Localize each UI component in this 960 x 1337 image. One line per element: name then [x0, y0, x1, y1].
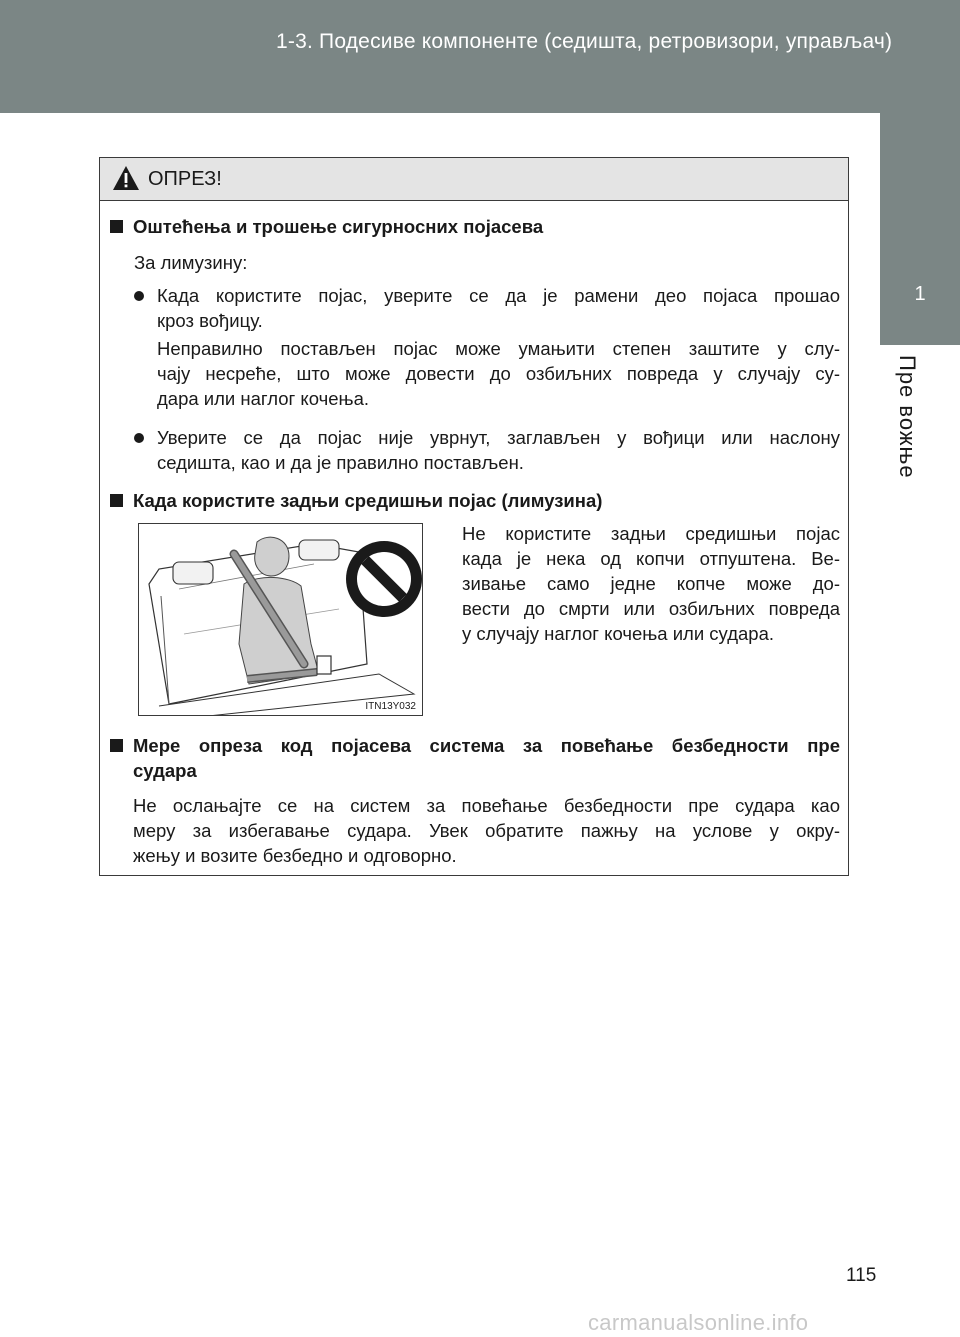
section-heading-rear-center-belt: Када користите задњи средишњи појас (лимузина) — [110, 488, 602, 514]
sedan-intro: За лимузину: — [134, 252, 248, 273]
page-number: 115 — [846, 1265, 877, 1286]
seatbelt-illustration — [138, 523, 423, 716]
rear-belt-line-5: у случају наглог кочења или судара. — [462, 623, 774, 644]
warning-box — [99, 157, 849, 876]
image-code: ITN13Y032 — [365, 701, 416, 712]
rear-belt-line-1: Не користите задњи средишњи појас — [462, 523, 840, 544]
bullet-1-line-1: Када користите појас, уверите се да је рамени део појаса прошао — [157, 285, 840, 306]
warning-header — [100, 158, 848, 201]
section-heading-damage: Оштећења и трошење сигурносних појасева — [110, 214, 543, 240]
rear-belt-line-3: зивање само једне копче може до- — [462, 573, 840, 594]
section-heading-pcs-line-2: судара — [133, 760, 197, 781]
bullet-1-line-4: чају несреће, што може довести до озбиљних повреда у случају су- — [157, 363, 840, 384]
bullet-1-line-5: дара или наглог кочења. — [157, 388, 370, 409]
bullet-1-line-3: Неправилно постављен појас може умањити степен заштите у слу- — [157, 338, 840, 359]
square-bullet-icon — [110, 739, 123, 752]
pcs-line-1: Не ослањајте се на систем за повећање безбедности пре судара као — [133, 795, 840, 816]
rear-belt-line-4: вести до смрти или озбиљних повреда — [462, 598, 840, 619]
side-tab-lower — [880, 345, 960, 605]
square-bullet-icon — [110, 494, 123, 507]
side-tab-upper — [880, 113, 960, 345]
warning-triangle-icon — [112, 165, 140, 191]
header-title: 1-3. Подесиве компоненте (седишта, ретровизори, управљач) — [276, 30, 893, 53]
pcs-line-2: меру за избегавање судара. Увек обратите пажњу на услове у окру- — [133, 820, 840, 841]
watermark: carmanualsonline.info — [588, 1310, 809, 1335]
pcs-line-3: жењу и возите безбедно и одговорно. — [133, 845, 457, 866]
side-tab — [880, 113, 960, 1337]
bullet-2-line-1: Уверите се да појас није уврнут, заглављен у вођици или наслону — [157, 427, 840, 448]
side-tab-label: Пре вожње — [895, 355, 920, 479]
bullet-dot-icon — [134, 291, 144, 301]
side-tab-number: 1 — [914, 283, 926, 305]
warning-title: ОПРЕЗ! — [148, 168, 222, 190]
header-bar — [0, 0, 960, 113]
rear-belt-line-2: када је нека од копчи отпуштена. Ве- — [462, 548, 840, 569]
square-bullet-icon — [110, 220, 123, 233]
rear-seat-belt-drawing — [139, 524, 423, 716]
bullet-1-line-2: кроз вођицу. — [157, 310, 263, 331]
bullet-dot-icon — [134, 433, 144, 443]
bullet-2-line-2: седишта, као и да је правилно постављен. — [157, 452, 524, 473]
section-heading-pcs: Мере опреза код појасева система за повећање безбедности пре — [110, 733, 840, 759]
